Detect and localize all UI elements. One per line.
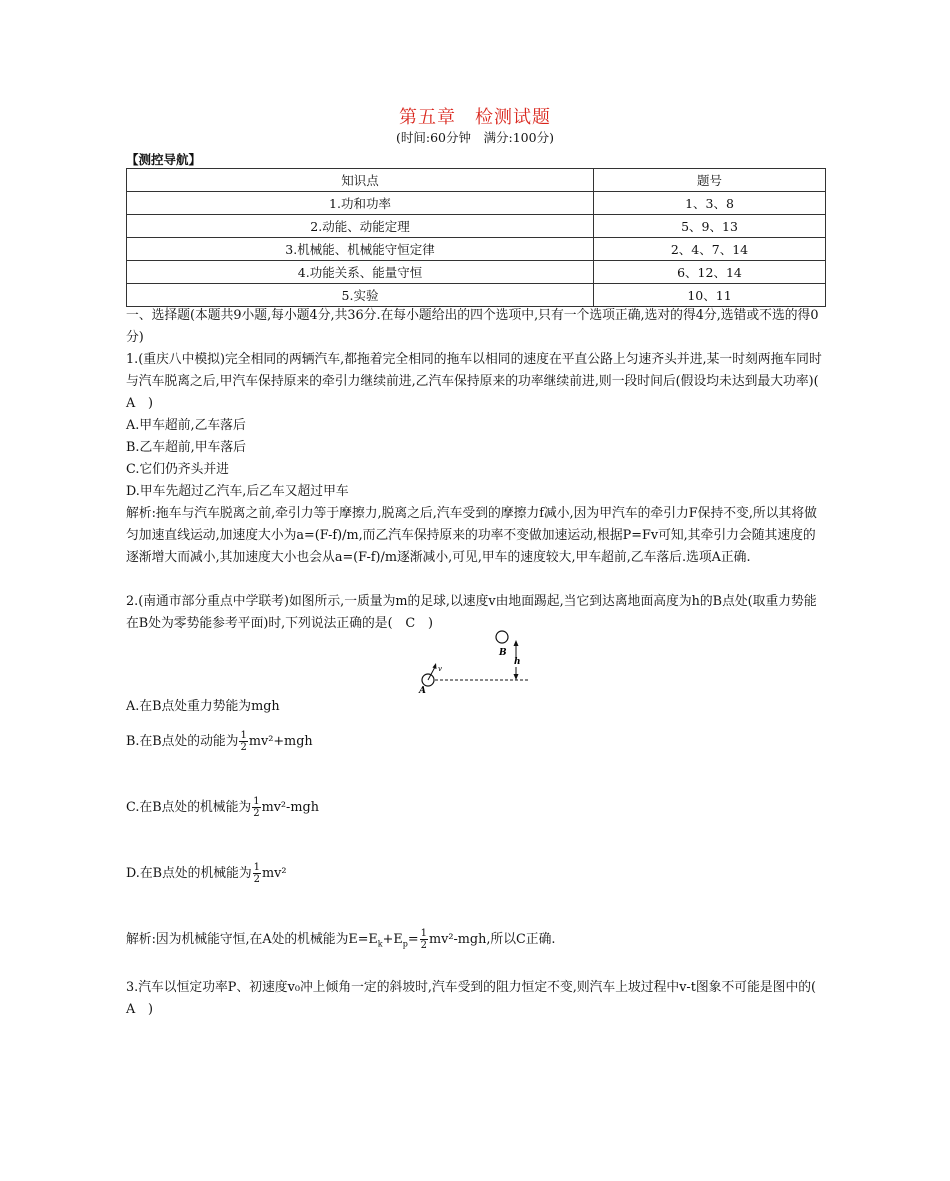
option-text: D.在B点处的机械能为 [126, 866, 252, 881]
section-heading: 一、选择题(本题共9小题,每小题4分,共36分.在每小题给出的四个选项中,只有一个选项正确,选对的得4分,选错或不选的得0分) [126, 308, 819, 345]
fraction-numerator: 1 [420, 928, 427, 939]
question-2-stem: 2.(南通市部分重点中学联考)如图所示,一质量为m的足球,以速度v由地面踢起,当它到达离地面高度为h的B点处(取重力势能在B处为零势能参考平面)时,下列说法正确的是( C ) [126, 594, 817, 631]
table-row [127, 261, 826, 284]
fraction [239, 730, 247, 753]
arrowhead-up [514, 640, 519, 646]
table-cell: 6、12、14 [594, 261, 826, 284]
table-cell: 1.功和功率 [127, 192, 594, 215]
fraction-numerator: 1 [253, 862, 261, 873]
label-v: v [438, 665, 442, 673]
fraction [420, 928, 428, 951]
question-1-option-c: C.它们仍齐头并进 [126, 462, 229, 477]
question-3-stem: 3.汽车以恒定功率P、初速度v₀冲上倾角一定的斜坡时,汽车受到的阻力恒定不变,则汽车上坡过程中v-t图象不可能是图中的( A ) [126, 980, 829, 1017]
table-row [127, 238, 826, 261]
table-cell: 2.动能、动能定理 [127, 215, 594, 238]
fraction-numerator: 1 [253, 796, 260, 807]
fraction [253, 862, 261, 885]
soccer-ball-diagram [415, 627, 540, 695]
question-2-option-c [126, 796, 826, 819]
analysis-text: mv²-mgh,所以C正确. [428, 932, 556, 947]
option-text: mv²+mgh [248, 734, 313, 749]
fraction-denominator: 2 [253, 874, 261, 885]
option-text: B.在B点处的动能为 [126, 734, 239, 749]
label-b: B [499, 648, 507, 658]
table-row [127, 215, 826, 238]
analysis-text: +E [382, 932, 403, 947]
question-2-option-d [126, 862, 826, 885]
fraction [252, 796, 260, 819]
exam-info: (时间:60分钟 满分:100分) [396, 130, 554, 145]
question-2-analysis [126, 928, 826, 956]
label-a: A [419, 686, 426, 695]
topic-table [126, 168, 826, 307]
subscript-k: k [377, 939, 383, 949]
question-1-stem: 1.(重庆八中模拟)完全相同的两辆汽车,都拖着完全相同的拖车以相同的速度在平直公路上匀速齐头并进,某一时刻两拖车同时与汽车脱离之后,甲汽车保持原来的牵引力继续前进,乙汽车保持原来的功率继续前进,则一段时间后(假设均未达到最大功率)( A ) [126, 352, 832, 411]
nav-label: 【测控导航】 [126, 152, 202, 167]
column-header-topic: 知识点 [127, 169, 594, 192]
question-1-option-a: A.甲车超前,乙车落后 [126, 418, 246, 433]
velocity-arrowhead [433, 663, 437, 669]
table-cell: 2、4、7、14 [594, 238, 826, 261]
table-cell: 10、11 [594, 284, 826, 307]
option-text: mv² [262, 866, 287, 881]
table-header-row [127, 169, 826, 192]
question-1-option-d: D.甲车先超过乙汽车,后乙车又超过甲车 [126, 484, 349, 499]
fraction-numerator: 1 [240, 730, 247, 741]
fraction-denominator: 2 [420, 940, 427, 951]
ball-at-b [496, 631, 508, 643]
table-cell: 4.功能关系、能量守恒 [127, 261, 594, 284]
column-header-questions: 题号 [594, 169, 826, 192]
page-title: 第五章 检测试题 [399, 107, 551, 128]
table-cell: 3.机械能、机械能守恒定律 [127, 238, 594, 261]
subscript-p: p [402, 939, 408, 949]
option-text: mv²-mgh [261, 800, 319, 815]
analysis-text: = [407, 932, 419, 947]
fraction-denominator: 2 [240, 742, 247, 753]
question-2-option-b [126, 730, 826, 753]
question-2-option-a: A.在B点处重力势能为mgh [126, 699, 280, 714]
analysis-text: 解析:因为机械能守恒,在A处的机械能为E=E [126, 932, 378, 947]
question-1-analysis: 解析:拖车与汽车脱离之前,牵引力等于摩擦力,脱离之后,汽车受到的摩擦力f减小,因为甲汽车的牵引力F保持不变,所以其将做匀加速直线运动,加速度大小为a=(F-f)/m,而乙汽车保持原来的功率不变做加速运动,根据P=Fv可知,其牵引力会随其速度的逐渐增大而减小,其加速度大小也会从a=(F-f)/m逐渐减小,可见,甲车的速度较大,甲车超前,乙车落后.选项A正确. [126, 506, 817, 565]
table-cell: 5.实验 [127, 284, 594, 307]
fraction-denominator: 2 [253, 808, 260, 819]
option-text: C.在B点处的机械能为 [126, 800, 252, 815]
label-h: h [514, 657, 521, 667]
table-cell: 5、9、13 [594, 215, 826, 238]
table-cell: 1、3、8 [594, 192, 826, 215]
question-1-option-b: B.乙车超前,甲车落后 [126, 440, 246, 455]
table-row [127, 192, 826, 215]
arrowhead-down [514, 674, 519, 680]
table-row [127, 284, 826, 307]
